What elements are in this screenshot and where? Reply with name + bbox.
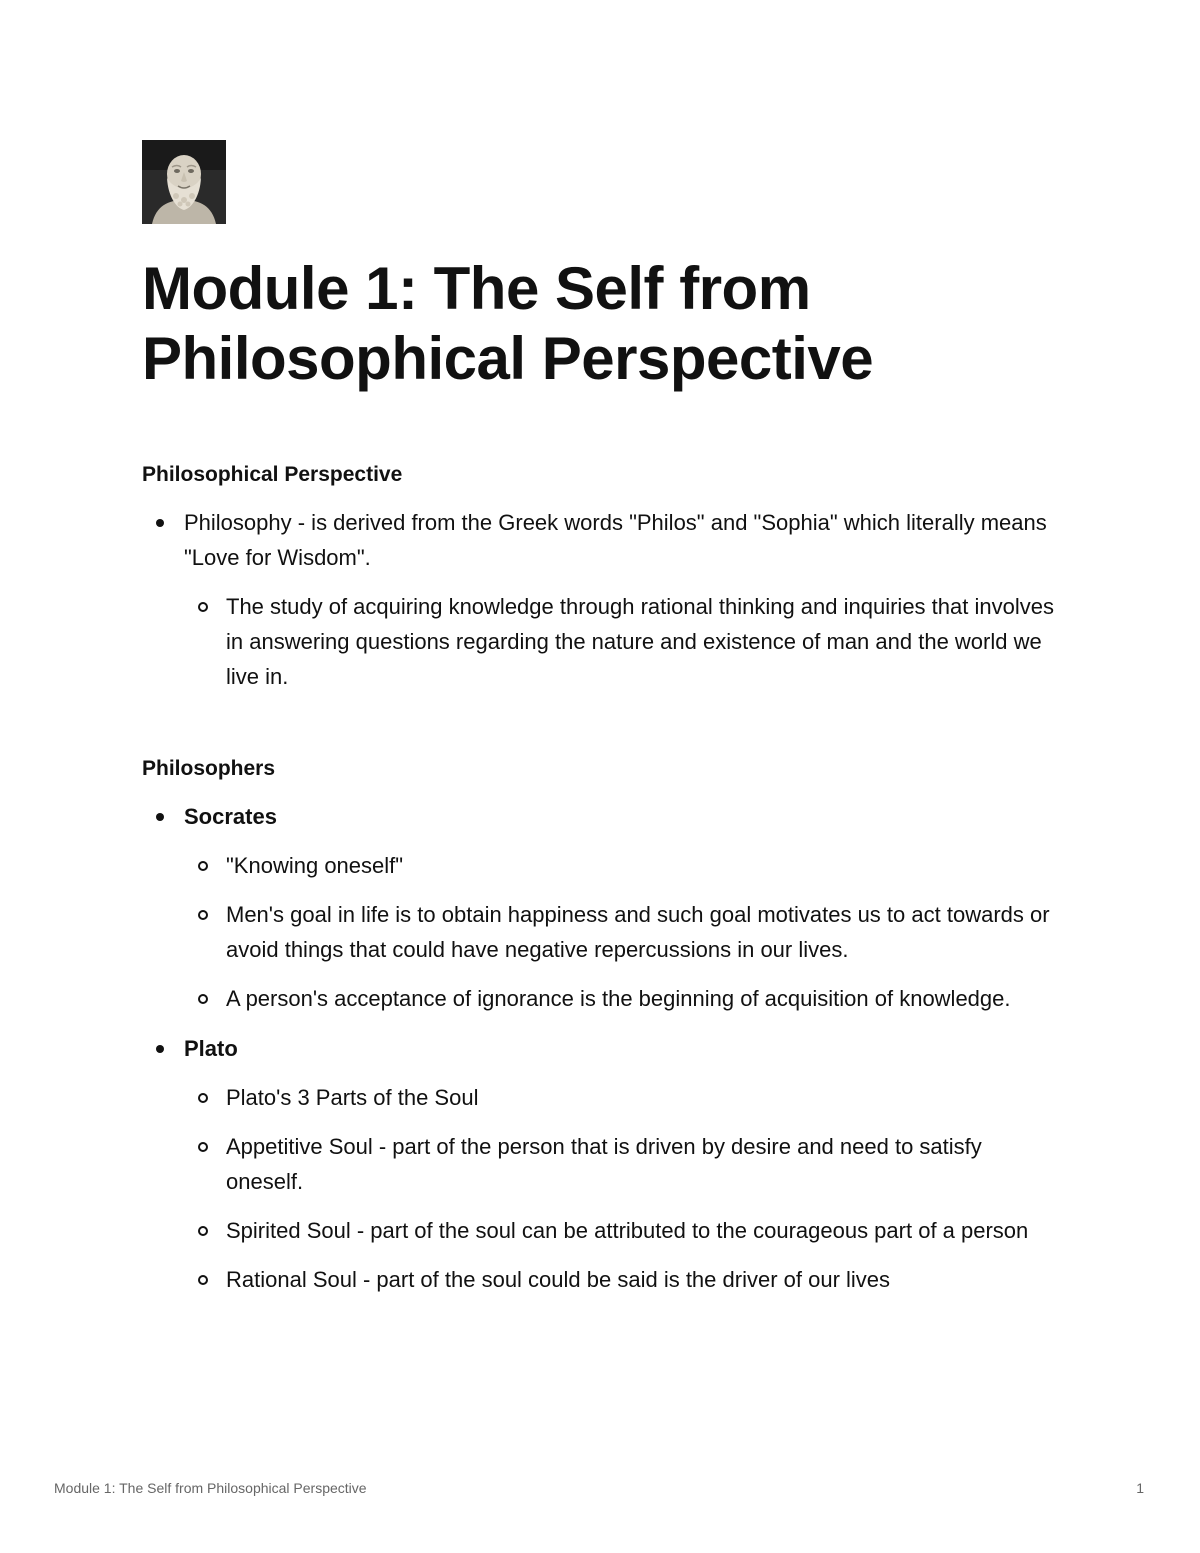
bullet-circle-icon	[198, 861, 208, 871]
socrates-portrait-icon	[142, 140, 226, 224]
bullet-circle-icon	[198, 910, 208, 920]
sub-list-item	[184, 589, 1062, 694]
sub-list-item-text: "Knowing oneself"	[226, 853, 404, 878]
bullet-circle-icon	[198, 602, 208, 612]
bullet-list-philosophical-perspective	[142, 505, 1062, 694]
sub-list-item-text: Spirited Soul - part of the soul can be attributed to the courageous part of a person	[226, 1218, 1029, 1243]
sub-list-item	[184, 897, 1062, 967]
page-title-line-2: Philosophical Perspective	[142, 325, 874, 392]
bullet-circle-icon	[198, 994, 208, 1004]
page-title-line-1: Module 1: The Self from	[142, 255, 811, 322]
sub-list-item	[184, 1080, 1062, 1115]
sub-list-item-text: Appetitive Soul - part of the person that is driven by desire and need to satisfy oneself.	[226, 1134, 982, 1194]
sub-list-item	[184, 981, 1062, 1016]
list-item-plato	[142, 1031, 1062, 1297]
footer-document-title: Module 1: The Self from Philosophical Perspective	[54, 1480, 367, 1496]
sub-bullet-list	[184, 589, 1062, 694]
sub-bullet-list	[184, 1080, 1062, 1297]
footer-page-number: 1	[1136, 1480, 1144, 1496]
sub-list-item-text: Men's goal in life is to obtain happiness and such goal motivates us to act towards or avoid things that could have negative repercussions in our lives.	[226, 902, 1050, 962]
list-item-text: Socrates	[184, 804, 277, 829]
list-item-socrates	[142, 799, 1062, 1016]
list-item-text: Plato	[184, 1036, 238, 1061]
section-heading-philosophers: Philosophers	[142, 757, 276, 780]
bullet-circle-icon	[198, 1093, 208, 1103]
sub-list-item	[184, 1213, 1062, 1248]
page-content	[142, 140, 1062, 1297]
sub-bullet-list	[184, 848, 1062, 1016]
bullet-circle-icon	[198, 1275, 208, 1285]
sub-list-item	[184, 848, 1062, 883]
sub-list-item	[184, 1129, 1062, 1199]
list-item-text: Philosophy - is derived from the Greek words "Philos" and "Sophia" which literally means "Love for Wisdom".	[184, 510, 1047, 570]
bullet-dot-icon	[156, 519, 164, 527]
bullet-circle-icon	[198, 1226, 208, 1236]
bullet-list-philosophers	[142, 799, 1062, 1297]
bullet-dot-icon	[156, 813, 164, 821]
sub-list-item-text: Plato's 3 Parts of the Soul	[226, 1085, 479, 1110]
sub-list-item	[184, 1262, 1062, 1297]
section-heading-philosophical-perspective: Philosophical Perspective	[142, 463, 403, 486]
bullet-circle-icon	[198, 1142, 208, 1152]
sub-list-item-text: Rational Soul - part of the soul could be said is the driver of our lives	[226, 1267, 891, 1292]
list-item	[142, 505, 1062, 694]
sub-list-item-text: The study of acquiring knowledge through rational thinking and inquiries that involves in answering questions regarding the nature and existence of man and the world we live in.	[226, 594, 1054, 689]
bullet-dot-icon	[156, 1045, 164, 1053]
page-title	[142, 254, 1062, 394]
sub-list-item-text: A person's acceptance of ignorance is the beginning of acquisition of knowledge.	[226, 986, 1011, 1011]
